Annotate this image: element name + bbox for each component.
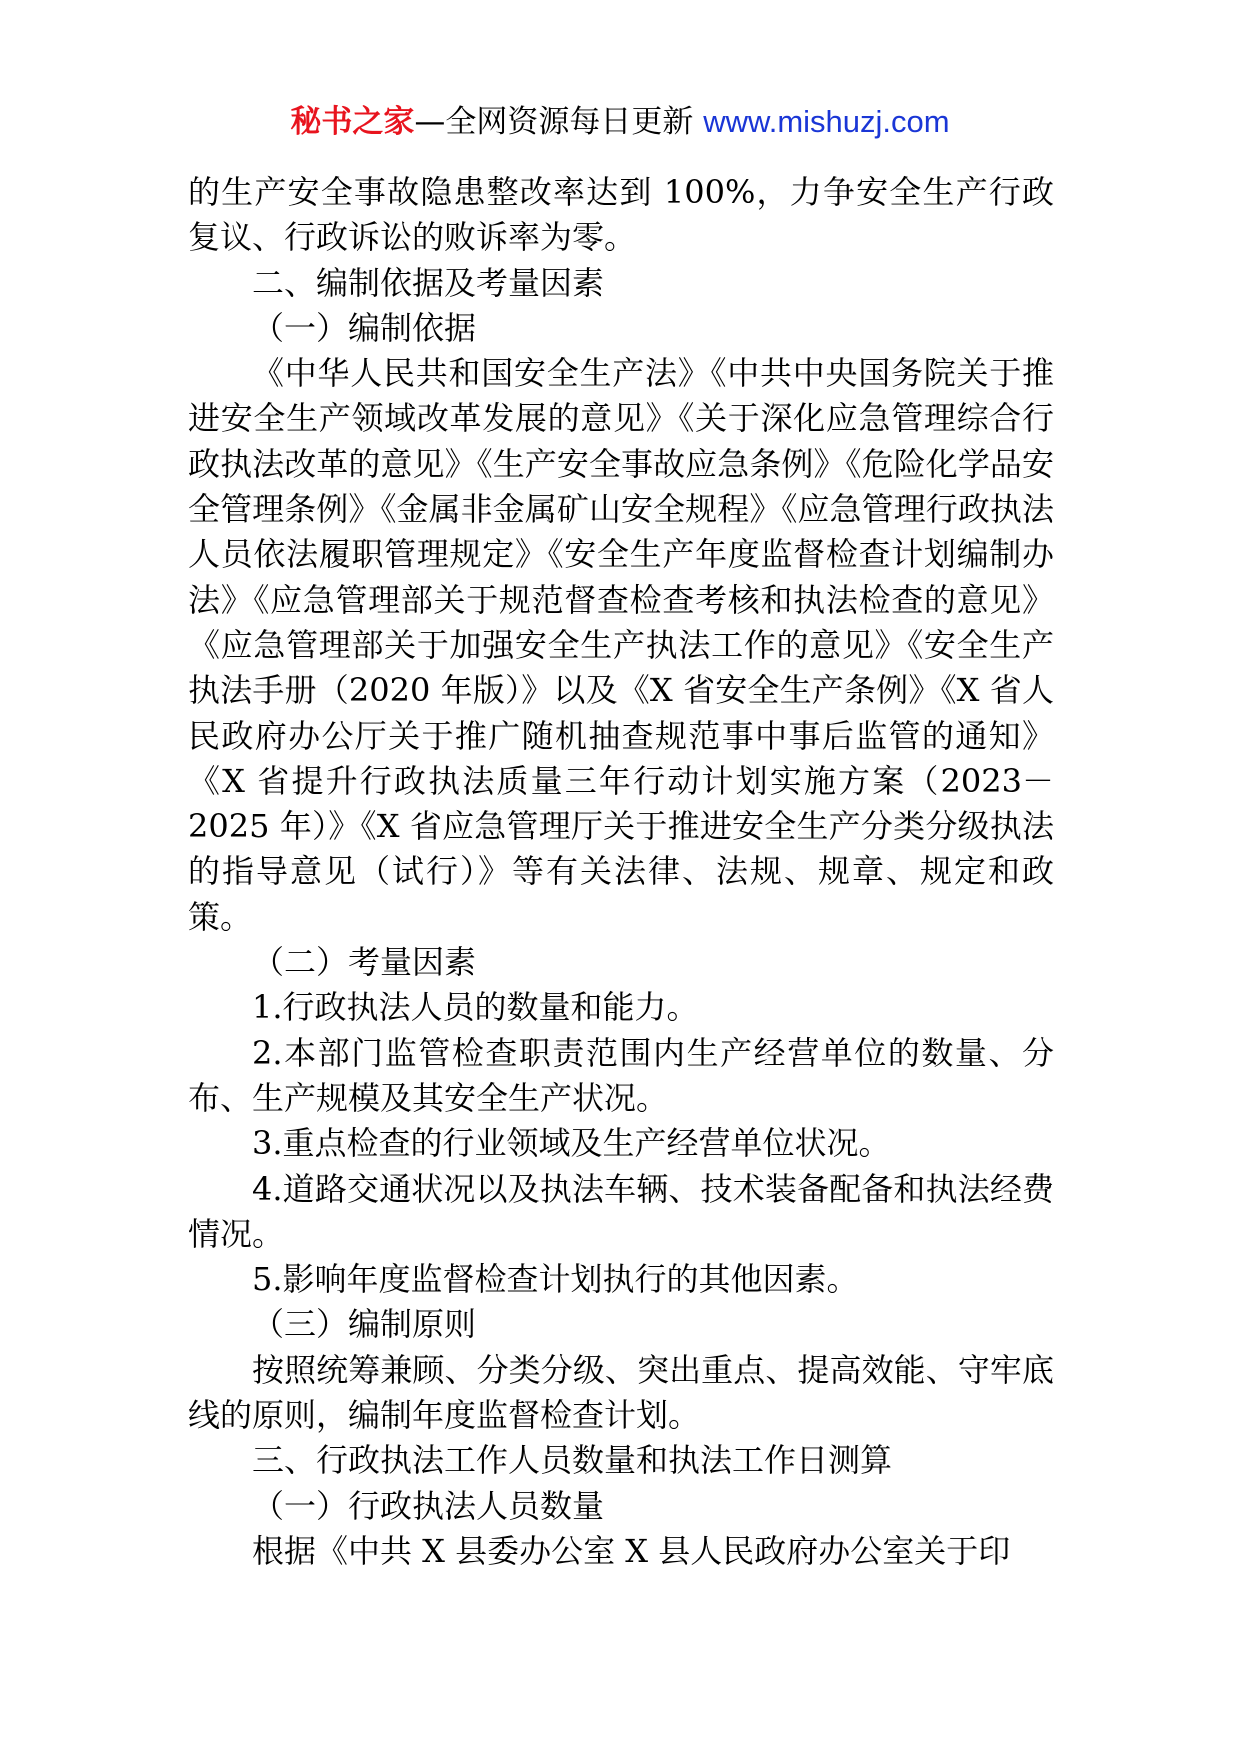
section-heading-2: 二、编制依据及考量因素 bbox=[252, 263, 605, 302]
brand-name: 秘书之家 bbox=[290, 104, 415, 140]
subsection-heading-factors: （二）考量因素 bbox=[252, 943, 477, 982]
watermark-header bbox=[0, 100, 1240, 144]
paragraph-principles: 按照统筹兼顾、分类分级、突出重点、提高效能、守牢底线的原则，编制年度监督检查计划。 bbox=[188, 1350, 1054, 1435]
paragraph-legal-basis: 《中华人民共和国安全生产法》《中共中央国务院关于推进安全生产领域改革发展的意见》《关于深化应急管理综合行政执法改革的意见》《生产安全事故应急条例》《危险化学品安全管理条例》《金属非金属矿山安全规程》《应急管理行政执法人员依法履职管理规定》《安全生产年度监督检查计划编制办法》《应急管理部关于规范督查检查考核和执法检查的意见》《应急管理部关于加强安全生产执法工作的意见》《安全生产执法手册（2020 年版）》以及《X 省安全生产条例》《X 省人民政府办公厅关于推广随机抽查规范事中事后监管的通知》《X 省提升行政执法质量三年行动计划实施方案（2023－2025 年）》《X 省应急管理厅关于推进安全生产分类分级执法的指导意见（试行）》等有关法律、法规、规章、规定和政策。 bbox=[188, 354, 1054, 936]
subsection-heading-basis: （一）编制依据 bbox=[252, 308, 477, 347]
list-item-factor-1: 1.行政执法人员的数量和能力。 bbox=[252, 988, 699, 1027]
site-url-link[interactable]: www.mishuzj.com bbox=[703, 104, 950, 139]
list-item-factor-4: 4.道路交通状况以及执法车辆、技术装备配备和执法经费情况。 bbox=[188, 1169, 1054, 1253]
list-item-factor-2: 2.本部门监管检查职责范围内生产经营单位的数量、分布、生产规模及其安全生产状况。 bbox=[188, 1033, 1054, 1117]
subsection-heading-staff: （一）行政执法人员数量 bbox=[252, 1486, 605, 1525]
paragraph-staff: 根据《中共 X 县委办公室 X 县人民政府办公室关于印 bbox=[252, 1531, 1011, 1570]
section-heading-3: 三、行政执法工作人员数量和执法工作日测算 bbox=[252, 1441, 893, 1480]
header-slogan: —全网资源每日更新 bbox=[414, 104, 704, 140]
document-body bbox=[188, 170, 1054, 1574]
list-item-factor-3: 3.重点检查的行业领域及生产经营单位状况。 bbox=[252, 1124, 891, 1163]
paragraph-continuation: 的生产安全事故隐患整改率达到 100%，力争安全生产行政复议、行政诉讼的败诉率为零。 bbox=[188, 173, 1054, 257]
list-item-factor-5: 5.影响年度监督检查计划执行的其他因素。 bbox=[252, 1260, 859, 1299]
subsection-heading-principles: （三）编制原则 bbox=[252, 1305, 477, 1344]
